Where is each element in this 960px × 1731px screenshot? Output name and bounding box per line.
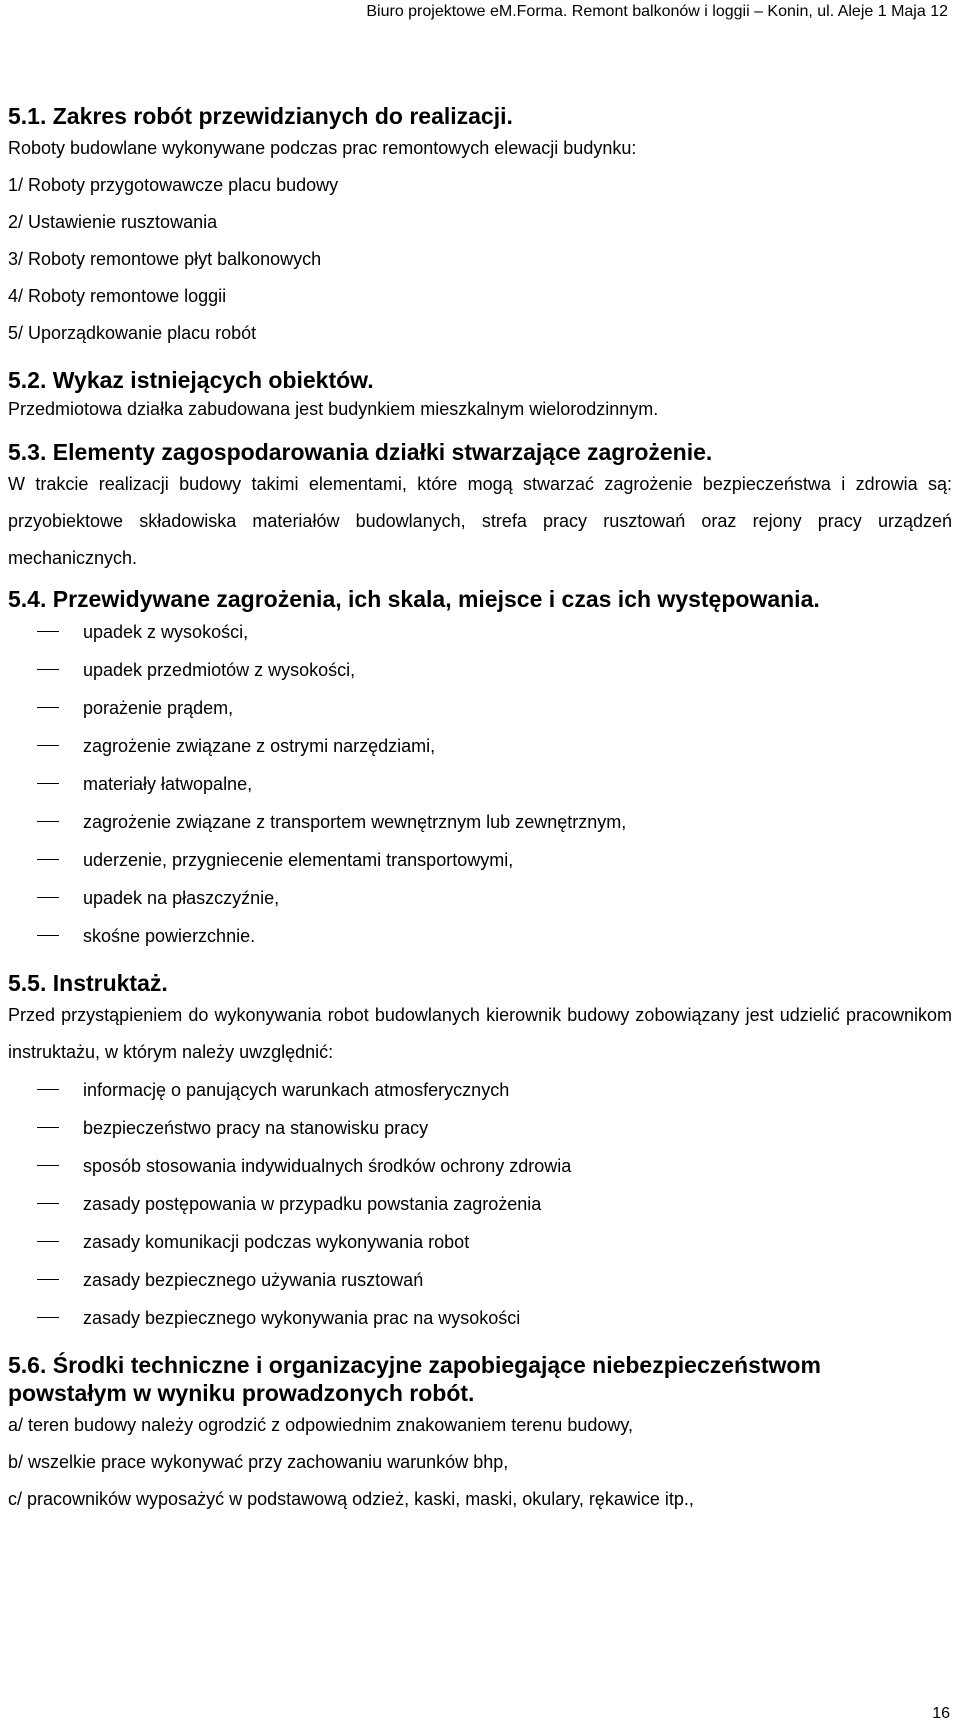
spacer xyxy=(8,955,952,969)
list-item: upadek przedmiotów z wysokości, xyxy=(8,651,952,689)
section-heading: 5.2. Wykaz istniejących obiektów. xyxy=(8,367,374,393)
list-item: zasady komunikacji podczas wykonywania robot xyxy=(8,1223,952,1261)
lettered-item: b/ wszelkie prace wykonywać przy zachowaniu warunków bhp, xyxy=(8,1452,509,1472)
section-heading: 5.6. Środki techniczne i organizacyjne zapobiegające niebezpieczeństwom xyxy=(8,1352,821,1378)
section-5-6 xyxy=(8,1351,952,1518)
hazard-list xyxy=(8,613,952,955)
numbered-item: 1/ Roboty przygotowawcze placu budowy xyxy=(8,175,339,195)
list-item: materiały łatwopalne, xyxy=(8,765,952,803)
lettered-item: a/ teren budowy należy ogrodzić z odpowiednim znakowaniem terenu budowy, xyxy=(8,1415,634,1435)
list-item: zasady bezpiecznego używania rusztowań xyxy=(8,1261,952,1299)
list-item: zagrożenie związane z ostrymi narzędziami, xyxy=(8,727,952,765)
numbered-item: 3/ Roboty remontowe płyt balkonowych xyxy=(8,249,322,269)
spacer xyxy=(8,352,952,366)
list-item: zasady postępowania w przypadku powstania zagrożenia xyxy=(8,1185,952,1223)
list-item: zagrożenie związane z transportem wewnętrznym lub zewnętrznym, xyxy=(8,803,952,841)
document-body xyxy=(8,102,952,1518)
section-heading: 5.5. Instruktaż. xyxy=(8,970,168,996)
list-item: upadek na płaszczyźnie, xyxy=(8,879,952,917)
section-5-4 xyxy=(8,585,952,955)
page-number: 16 xyxy=(932,1705,950,1722)
section-heading: 5.3. Elementy zagospodarowania działki stwarzające zagrożenie. xyxy=(8,439,713,465)
list-item: zasady bezpiecznego wykonywania prac na wysokości xyxy=(8,1299,952,1337)
section-5-1 xyxy=(8,102,952,352)
numbered-item: 2/ Ustawienie rusztowania xyxy=(8,212,218,232)
numbered-item: 5/ Uporządkowanie placu robót xyxy=(8,323,257,343)
list-item: bezpieczeństwo pracy na stanowisku pracy xyxy=(8,1109,952,1147)
list-item: porażenie prądem, xyxy=(8,689,952,727)
section-heading: 5.4. Przewidywane zagrożenia, ich skala, miejsce i czas ich występowania. xyxy=(8,586,820,612)
list-item: skośne powierzchnie. xyxy=(8,917,952,955)
section-5-5 xyxy=(8,969,952,1337)
paragraph: Przed przystąpieniem do wykonywania robot budowlanych kierownik budowy zobowiązany jest udzielić pracownikom instruktażu, w którym należy uwzględnić: xyxy=(8,1005,952,1062)
paragraph: Roboty budowlane wykonywane podczas prac remontowych elewacji budynku: xyxy=(8,138,637,158)
list-item: upadek z wysokości, xyxy=(8,613,952,651)
list-item: uderzenie, przygniecenie elementami transportowymi, xyxy=(8,841,952,879)
section-5-3 xyxy=(8,438,952,577)
numbered-item: 4/ Roboty remontowe loggii xyxy=(8,286,227,306)
section-heading-continued: powstałym w wyniku prowadzonych robót. xyxy=(8,1380,475,1406)
paragraph: W trakcie realizacji budowy takimi elementami, które mogą stwarzać zagrożenie bezpieczeństwa i zdrowia są: przyobiektowe składowiska materiałów budowlanych, strefa pracy rusztowań oraz rejony pracy urządzeń mechanicznych. xyxy=(8,474,952,568)
paragraph: Przedmiotowa działka zabudowana jest budynkiem mieszkalnym wielorodzinnym. xyxy=(8,399,659,419)
spacer xyxy=(8,1337,952,1351)
spacer xyxy=(8,577,952,585)
list-item: informację o panujących warunkach atmosferycznych xyxy=(8,1071,952,1109)
lettered-item: c/ pracowników wyposażyć w podstawową odzież, kaski, maski, okulary, rękawice itp., xyxy=(8,1489,694,1509)
instruction-list xyxy=(8,1071,952,1337)
spacer xyxy=(8,424,952,438)
list-item: sposób stosowania indywidualnych środków ochrony zdrowia xyxy=(8,1147,952,1185)
section-5-2 xyxy=(8,366,952,424)
running-header: Biuro projektowe eM.Forma. Remont balkonów i loggii – Konin, ul. Aleje 1 Maja 12 xyxy=(366,3,948,20)
section-heading: 5.1. Zakres robót przewidzianych do realizacji. xyxy=(8,103,513,129)
